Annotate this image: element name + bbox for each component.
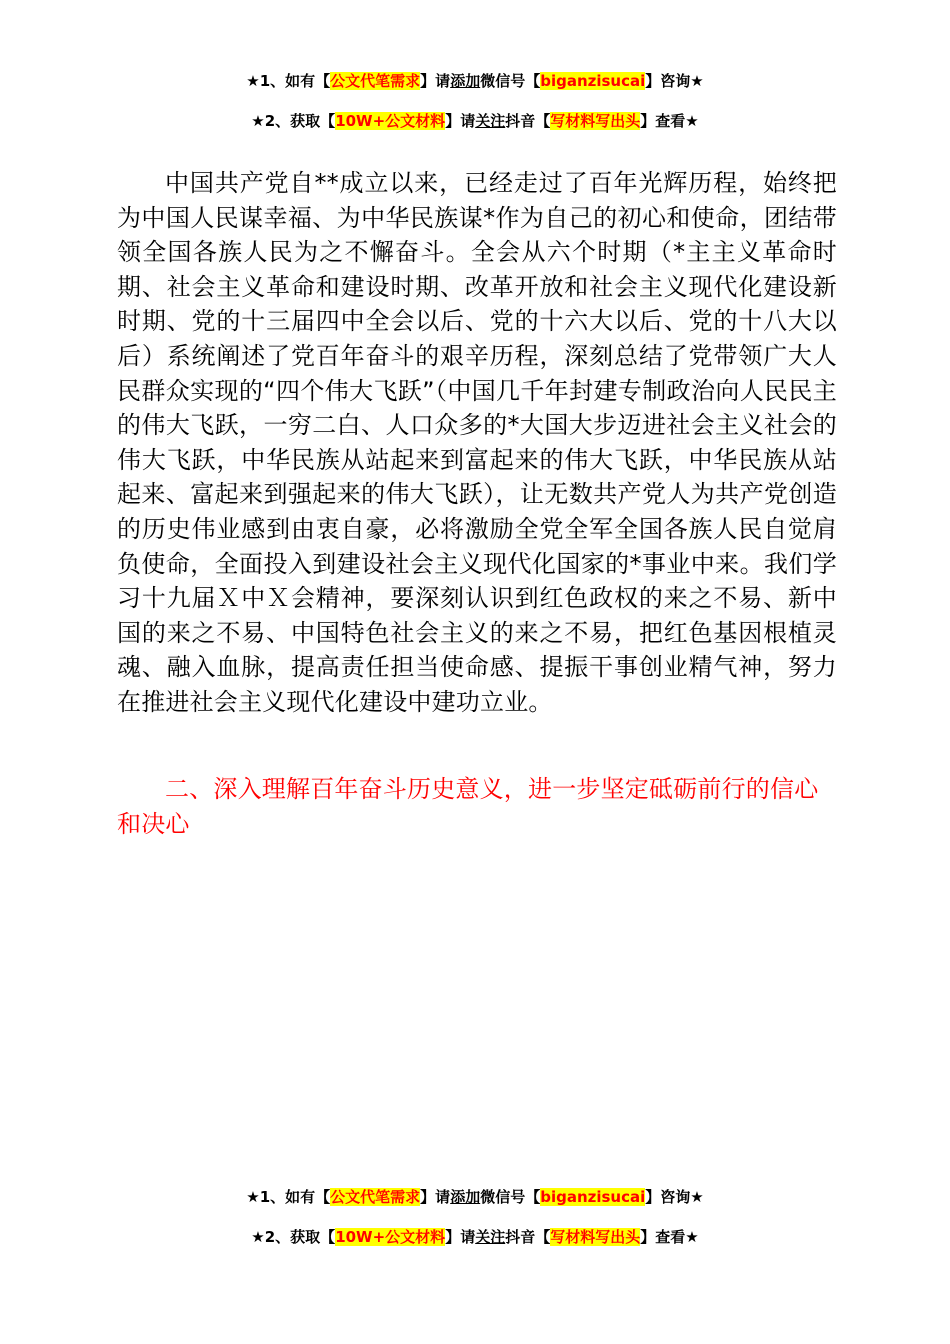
underlined-text: 添加 — [450, 72, 481, 90]
banner-text: ★1、如有【 — [246, 1188, 331, 1206]
highlight-label: 10W+公文材料 — [335, 1228, 446, 1246]
highlight-label: 公文代笔需求 — [330, 1188, 421, 1206]
banner-text: 】查看★ — [640, 1228, 699, 1246]
banner-text: 】查看★ — [640, 112, 699, 130]
banner-text: 微信号【 — [480, 1188, 541, 1206]
banner-text: 】咨询★ — [645, 72, 704, 90]
wechat-id: biganzisucai — [540, 72, 646, 90]
promo-banner-bottom-line2 — [0, 1226, 950, 1248]
banner-text: 】请 — [420, 72, 451, 90]
banner-text: ★1、如有【 — [246, 72, 331, 90]
section-heading: 二、深入理解百年奋斗历史意义，进一步坚定砥砺前行的信心和决心 — [117, 775, 819, 838]
promo-banner-top-line2 — [0, 110, 950, 132]
promo-banner-top-line1 — [0, 70, 950, 92]
highlight-label: 公文代笔需求 — [330, 72, 421, 90]
body-paragraph: 中国共产党自**成立以来，已经走过了百年光辉历程，始终把为中国人民谋幸福、为中华民族谋*作为自己的初心和使命，团结带领全国各族人民为之不懈奋斗。全会从六个时期（*主主义革命时期、社会主义革命和建设时期、改革开放和社会主义现代化建设新时期、党的十三届四中全会以后、党的十六大以后、党的十八大以后）系统阐述了党百年奋斗的艰辛历程，深刻总结了党带领广大人民群众实现的“四个伟大飞跃”（中国几千年封建专制政治向人民民主的伟大飞跃，一穷二白、人口众多的*大国大步迈进社会主义社会的伟大飞跃，中华民族从站起来到富起来的伟大飞跃，中华民族从站起来、富起来到强起来的伟大飞跃），让无数共产党人为共产党创造的历史伟业感到由衷自豪，必将激励全党全军全国各族人民自觉肩负使命，全面投入到建设社会主义现代化国家的*事业中来。我们学习十九届Ｘ中Ｘ会精神，要深刻认识到红色政权的来之不易、新中国的来之不易、中国特色社会主义的来之不易，把红色基因根植灵魂、融入血脉，提高责任担当使命感、提振干事创业精气神，努力在推进社会主义现代化建设中建功立业。 — [117, 169, 837, 716]
banner-text: 】请 — [420, 1188, 451, 1206]
banner-text: 】请 — [445, 1228, 476, 1246]
banner-text: 微信号【 — [480, 72, 541, 90]
douyin-account: 写材料写出头 — [550, 112, 641, 130]
douyin-account: 写材料写出头 — [550, 1228, 641, 1246]
banner-text: 】咨询★ — [645, 1188, 704, 1206]
highlight-label: 10W+公文材料 — [335, 112, 446, 130]
banner-text: ★2、获取【 — [251, 1228, 336, 1246]
banner-text: 抖音【 — [505, 1228, 551, 1246]
banner-text: 】请 — [445, 112, 476, 130]
underlined-text: 关注 — [475, 1228, 506, 1246]
underlined-text: 添加 — [450, 1188, 481, 1206]
banner-text: ★2、获取【 — [251, 112, 336, 130]
banner-text: 抖音【 — [505, 112, 551, 130]
underlined-text: 关注 — [475, 112, 506, 130]
promo-banner-bottom-line1 — [0, 1186, 950, 1208]
wechat-id: biganzisucai — [540, 1188, 646, 1206]
